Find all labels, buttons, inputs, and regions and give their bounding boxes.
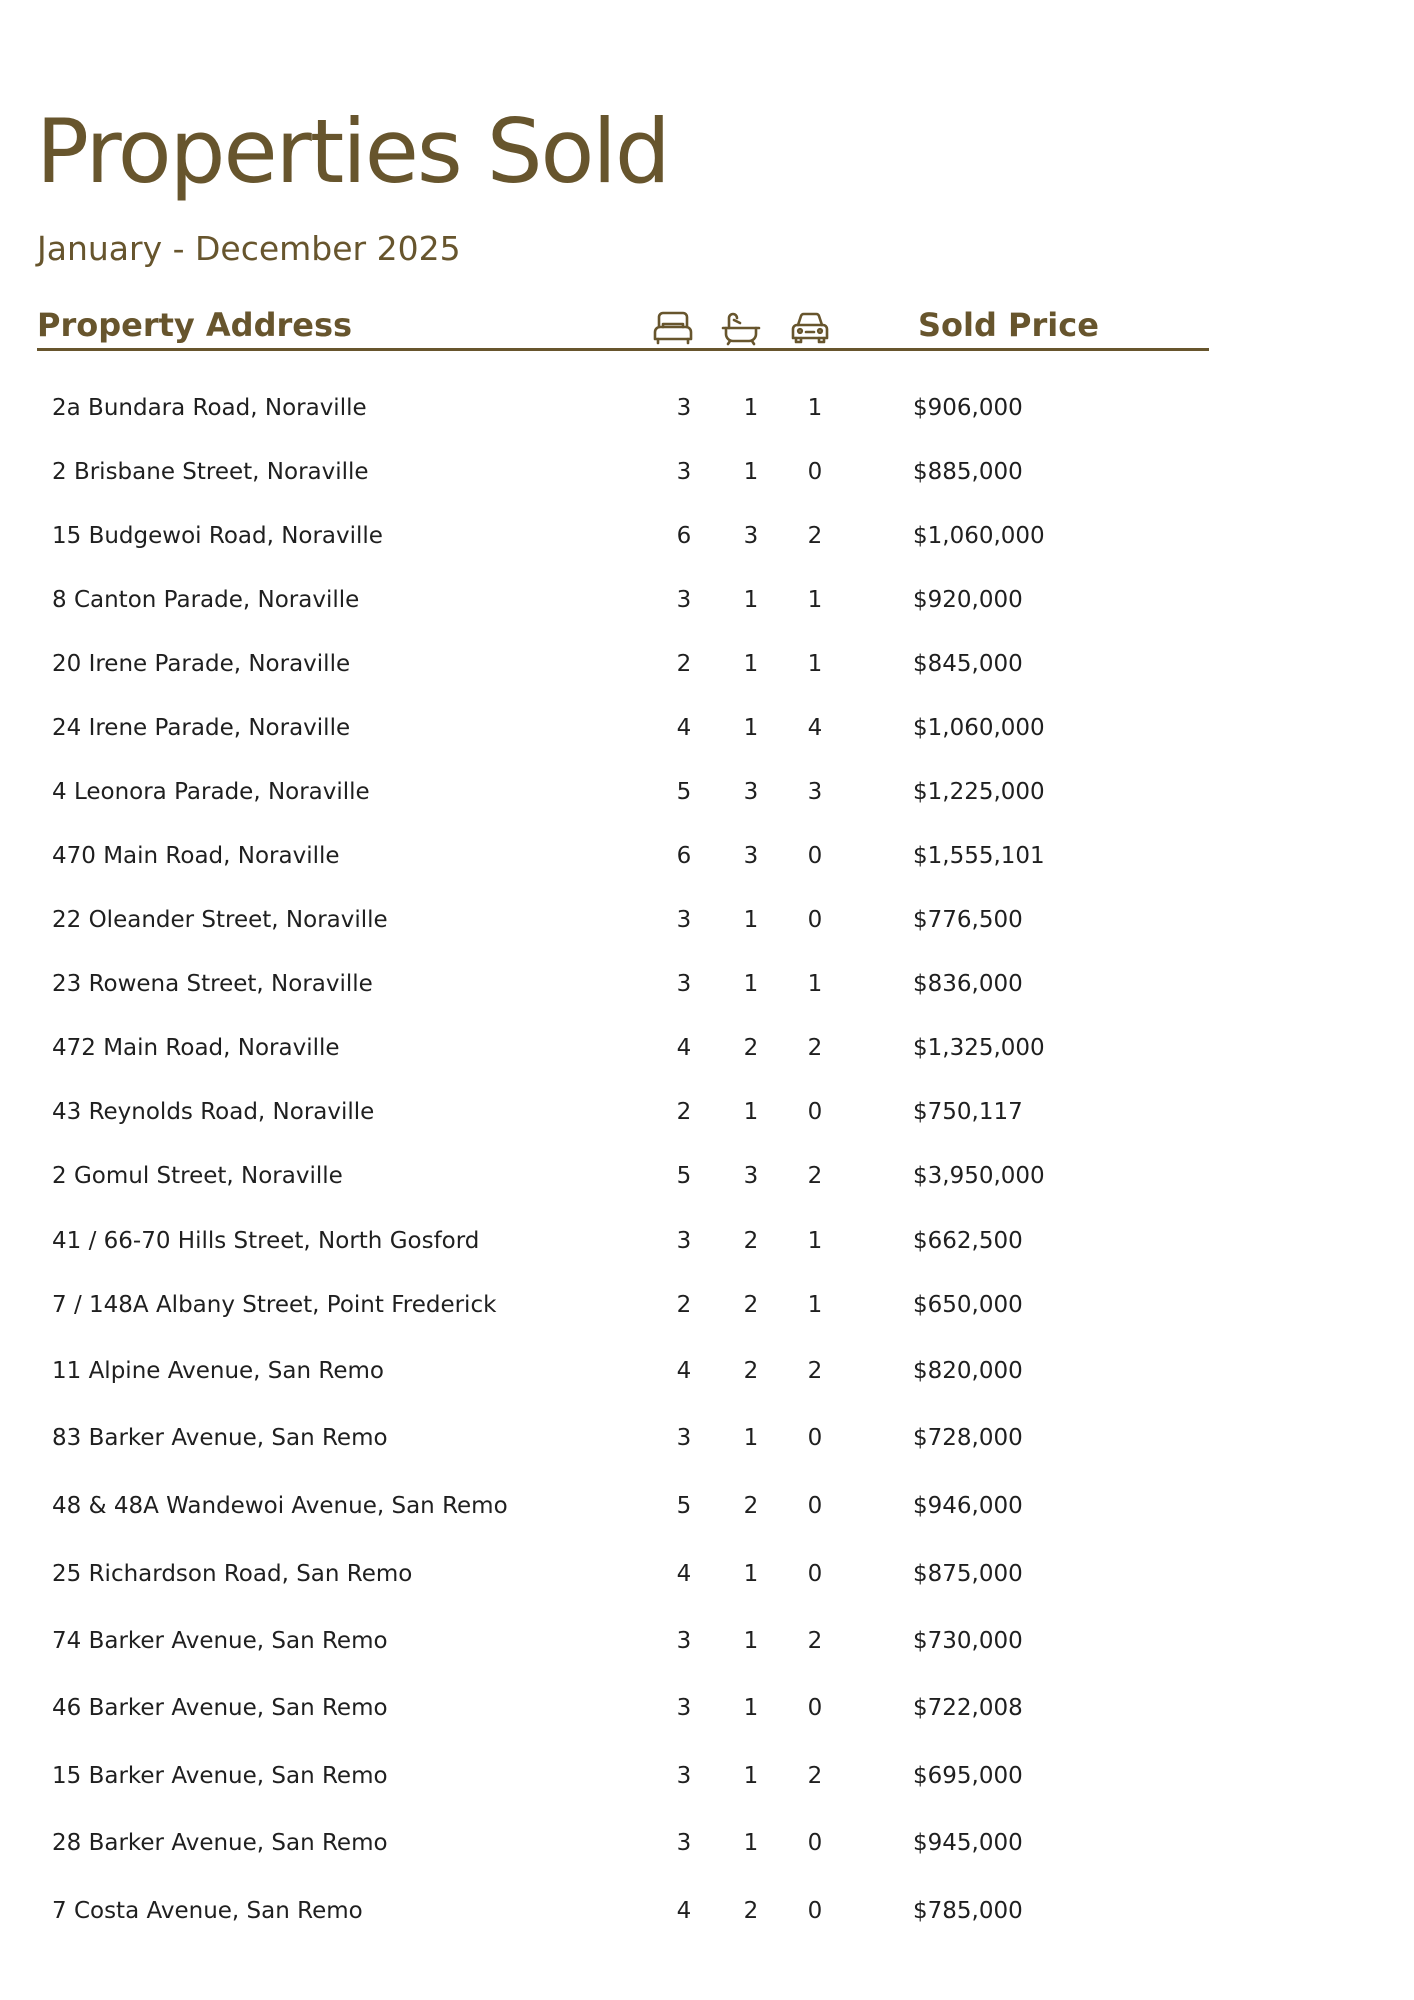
sold-price: $662,500 — [913, 1228, 1023, 1254]
carspaces-count: 1 — [807, 395, 823, 421]
sold-price: $945,000 — [913, 1830, 1023, 1856]
bedrooms-count: 3 — [676, 587, 692, 613]
property-address: 46 Barker Avenue, San Remo — [52, 1695, 388, 1721]
bathrooms-count: 2 — [743, 1358, 759, 1384]
property-address: 11 Alpine Avenue, San Remo — [52, 1358, 384, 1384]
header-divider — [37, 348, 1209, 351]
header-address: Property Address — [37, 306, 353, 344]
table-row — [0, 388, 1414, 428]
table-row — [0, 1285, 1414, 1325]
table-row — [0, 1221, 1414, 1261]
bathrooms-count: 3 — [743, 843, 759, 869]
bathrooms-count: 1 — [743, 587, 759, 613]
sold-price: $722,008 — [913, 1695, 1023, 1721]
bedrooms-count: 5 — [676, 779, 692, 805]
sold-price: $1,225,000 — [913, 779, 1045, 805]
table-row — [0, 644, 1414, 684]
carspaces-count: 2 — [807, 1163, 823, 1189]
sold-price: $836,000 — [913, 971, 1023, 997]
carspaces-count: 1 — [807, 971, 823, 997]
bedrooms-count: 2 — [676, 1292, 692, 1318]
bathrooms-count: 2 — [743, 1292, 759, 1318]
bathrooms-count: 1 — [743, 1425, 759, 1451]
carspaces-count: 1 — [807, 587, 823, 613]
carspaces-count: 0 — [807, 1425, 823, 1451]
bathrooms-count: 1 — [743, 459, 759, 485]
property-address: 22 Oleander Street, Noraville — [52, 907, 388, 933]
bathrooms-count: 1 — [743, 395, 759, 421]
carspaces-count: 2 — [807, 1035, 823, 1061]
table-row — [0, 1486, 1414, 1526]
sold-price: $3,950,000 — [913, 1163, 1045, 1189]
carspaces-count: 0 — [807, 1493, 823, 1519]
carspaces-count: 0 — [807, 1898, 823, 1924]
bathrooms-count: 1 — [743, 1695, 759, 1721]
bedrooms-count: 3 — [676, 1425, 692, 1451]
bedrooms-count: 6 — [676, 843, 692, 869]
bathrooms-count: 1 — [743, 1628, 759, 1654]
property-address: 25 Richardson Road, San Remo — [52, 1561, 413, 1587]
property-address: 15 Budgewoi Road, Noraville — [52, 523, 383, 549]
carspaces-count: 2 — [807, 1358, 823, 1384]
bedrooms-count: 4 — [676, 1358, 692, 1384]
table-row — [0, 964, 1414, 1004]
bedrooms-count: 5 — [676, 1163, 692, 1189]
page-title: Properties Sold — [36, 100, 669, 203]
bedrooms-count: 2 — [676, 651, 692, 677]
bedrooms-count: 3 — [676, 1695, 692, 1721]
property-address: 43 Reynolds Road, Noraville — [52, 1099, 375, 1125]
carspaces-count: 0 — [807, 1830, 823, 1856]
carspaces-count: 2 — [807, 523, 823, 549]
carspaces-count: 4 — [807, 715, 823, 741]
property-address: 4 Leonora Parade, Noraville — [52, 779, 370, 805]
sold-price: $820,000 — [913, 1358, 1023, 1384]
table-row — [0, 708, 1414, 748]
sold-price: $776,500 — [913, 907, 1023, 933]
table-row — [0, 1028, 1414, 1068]
sold-price: $785,000 — [913, 1898, 1023, 1924]
table-row — [0, 772, 1414, 812]
bathrooms-count: 2 — [743, 1228, 759, 1254]
table-row — [0, 580, 1414, 620]
bedrooms-count: 3 — [676, 1628, 692, 1654]
property-address: 472 Main Road, Noraville — [52, 1035, 340, 1061]
carspaces-count: 1 — [807, 651, 823, 677]
sold-price: $730,000 — [913, 1628, 1023, 1654]
sold-price: $946,000 — [913, 1493, 1023, 1519]
bedrooms-count: 3 — [676, 907, 692, 933]
carspaces-count: 0 — [807, 459, 823, 485]
sold-price: $750,117 — [913, 1099, 1023, 1125]
property-address: 7 Costa Avenue, San Remo — [52, 1898, 363, 1924]
table-row — [0, 1823, 1414, 1863]
sold-price: $650,000 — [913, 1292, 1023, 1318]
bathrooms-count: 1 — [743, 971, 759, 997]
carspaces-count: 0 — [807, 1561, 823, 1587]
sold-price: $1,060,000 — [913, 523, 1045, 549]
sold-price: $906,000 — [913, 395, 1023, 421]
table-row — [0, 1891, 1414, 1931]
bed-icon — [652, 310, 694, 346]
bedrooms-count: 4 — [676, 1035, 692, 1061]
table-row — [0, 1156, 1414, 1196]
table-row — [0, 1756, 1414, 1796]
sold-price: $1,555,101 — [913, 843, 1045, 869]
bathrooms-count: 1 — [743, 715, 759, 741]
property-address: 15 Barker Avenue, San Remo — [52, 1763, 388, 1789]
property-address: 24 Irene Parade, Noraville — [52, 715, 351, 741]
property-address: 23 Rowena Street, Noraville — [52, 971, 373, 997]
sold-price: $885,000 — [913, 459, 1023, 485]
bathrooms-count: 1 — [743, 651, 759, 677]
bedrooms-count: 3 — [676, 459, 692, 485]
bathrooms-count: 2 — [743, 1493, 759, 1519]
bedrooms-count: 3 — [676, 1763, 692, 1789]
carspaces-count: 0 — [807, 1695, 823, 1721]
property-address: 2 Gomul Street, Noraville — [52, 1163, 343, 1189]
sold-price: $695,000 — [913, 1763, 1023, 1789]
table-row — [0, 1554, 1414, 1594]
property-address: 8 Canton Parade, Noraville — [52, 587, 360, 613]
table-row — [0, 900, 1414, 940]
bedrooms-count: 2 — [676, 1099, 692, 1125]
bathrooms-count: 1 — [743, 1763, 759, 1789]
carspaces-count: 2 — [807, 1763, 823, 1789]
header-sold-price: Sold Price — [918, 306, 1099, 344]
sold-price: $1,060,000 — [913, 715, 1045, 741]
bedrooms-count: 3 — [676, 971, 692, 997]
bathrooms-count: 1 — [743, 1830, 759, 1856]
sold-price: $875,000 — [913, 1561, 1023, 1587]
bedrooms-count: 4 — [676, 1561, 692, 1587]
carspaces-count: 2 — [807, 1628, 823, 1654]
property-address: 7 / 148A Albany Street, Point Frederick — [52, 1292, 497, 1318]
property-address: 41 / 66-70 Hills Street, North Gosford — [52, 1228, 480, 1254]
bathrooms-count: 1 — [743, 907, 759, 933]
bathrooms-count: 3 — [743, 523, 759, 549]
carspaces-count: 0 — [807, 1099, 823, 1125]
bedrooms-count: 4 — [676, 1898, 692, 1924]
bedrooms-count: 3 — [676, 1830, 692, 1856]
table-row — [0, 1351, 1414, 1391]
carspaces-count: 1 — [807, 1228, 823, 1254]
carspaces-count: 0 — [807, 843, 823, 869]
carspaces-count: 0 — [807, 907, 823, 933]
sold-price: $728,000 — [913, 1425, 1023, 1451]
bedrooms-count: 3 — [676, 395, 692, 421]
carspaces-count: 1 — [807, 1292, 823, 1318]
table-row — [0, 516, 1414, 556]
bedrooms-count: 5 — [676, 1493, 692, 1519]
bedrooms-count: 3 — [676, 1228, 692, 1254]
property-address: 74 Barker Avenue, San Remo — [52, 1628, 388, 1654]
table-row — [0, 1092, 1414, 1132]
bathrooms-count: 1 — [743, 1561, 759, 1587]
sold-price: $1,325,000 — [913, 1035, 1045, 1061]
carspaces-count: 3 — [807, 779, 823, 805]
property-address: 470 Main Road, Noraville — [52, 843, 340, 869]
bedrooms-count: 6 — [676, 523, 692, 549]
property-address: 83 Barker Avenue, San Remo — [52, 1425, 388, 1451]
bathrooms-count: 3 — [743, 779, 759, 805]
page-subtitle: January - December 2025 — [37, 229, 461, 268]
property-address: 2 Brisbane Street, Noraville — [52, 459, 369, 485]
bath-icon — [720, 310, 762, 346]
property-address: 28 Barker Avenue, San Remo — [52, 1830, 388, 1856]
table-row — [0, 452, 1414, 492]
bathrooms-count: 3 — [743, 1163, 759, 1189]
table-row — [0, 1688, 1414, 1728]
bathrooms-count: 2 — [743, 1035, 759, 1061]
sold-price: $920,000 — [913, 587, 1023, 613]
table-row — [0, 1418, 1414, 1458]
table-row — [0, 1621, 1414, 1661]
sold-price: $845,000 — [913, 651, 1023, 677]
property-address: 48 & 48A Wandewoi Avenue, San Remo — [52, 1493, 508, 1519]
bedrooms-count: 4 — [676, 715, 692, 741]
property-address: 20 Irene Parade, Noraville — [52, 651, 351, 677]
bathrooms-count: 1 — [743, 1099, 759, 1125]
table-header — [37, 300, 1207, 352]
property-address: 2a Bundara Road, Noraville — [52, 395, 367, 421]
table-row — [0, 836, 1414, 876]
bathrooms-count: 2 — [743, 1898, 759, 1924]
car-icon — [789, 310, 831, 346]
